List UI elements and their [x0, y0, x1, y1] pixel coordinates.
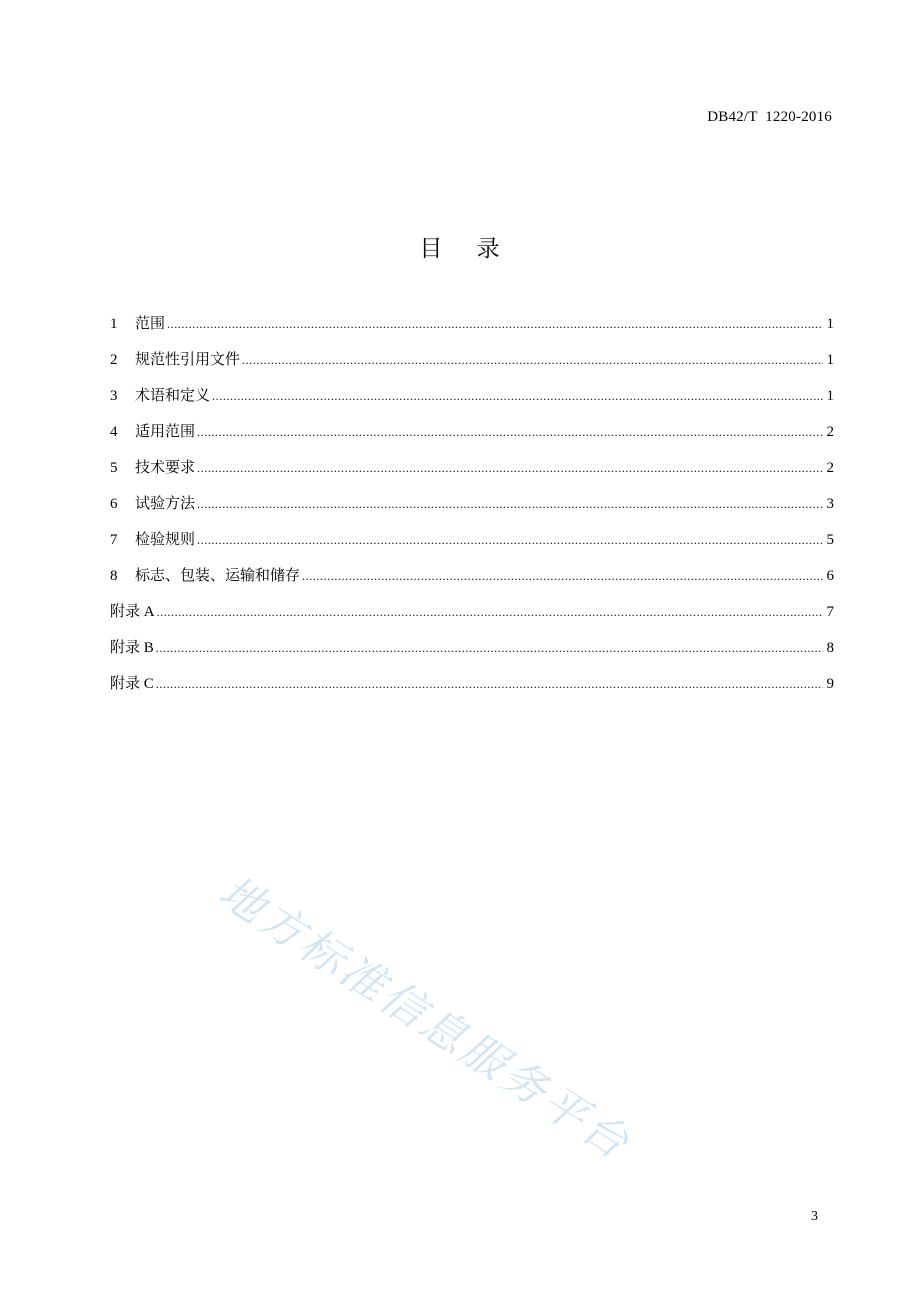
toc-entry-page: 1 — [826, 388, 834, 404]
page-number: 3 — [811, 1209, 818, 1224]
toc-entry[interactable] — [110, 530, 834, 566]
toc-entry-page: 3 — [826, 496, 834, 512]
toc-entry-number: 1 — [110, 316, 118, 332]
toc-entry[interactable] — [110, 422, 834, 458]
toc-dot-leader — [197, 494, 823, 514]
toc-entry-page: 5 — [826, 532, 834, 548]
toc-dot-leader — [197, 458, 823, 478]
toc-entry-appendix[interactable] — [110, 602, 834, 638]
toc-entry-page: 6 — [826, 568, 834, 584]
toc-entry-number: 5 — [110, 460, 118, 476]
toc-entry-label: 检验规则 — [135, 532, 196, 548]
toc-dot-leader — [197, 530, 823, 550]
toc-list — [110, 314, 834, 710]
toc-title: 目 录 — [419, 236, 501, 262]
toc-entry[interactable] — [110, 494, 834, 530]
toc-entry-label: 附录 A — [110, 604, 155, 620]
toc-dot-leader — [167, 314, 823, 334]
toc-entry-label: 附录 B — [110, 640, 154, 656]
toc-entry-number: 6 — [110, 496, 118, 512]
toc-dot-leader — [242, 350, 823, 370]
toc-entry[interactable] — [110, 314, 834, 350]
toc-dot-leader — [157, 602, 823, 622]
toc-entry-page: 9 — [826, 676, 834, 692]
toc-entry-number: 8 — [110, 568, 118, 584]
toc-entry-label: 范围 — [135, 316, 166, 332]
toc-entry[interactable] — [110, 350, 834, 386]
toc-entry-label: 适用范围 — [135, 424, 196, 440]
toc-entry-page: 8 — [826, 640, 834, 656]
toc-entry-appendix[interactable] — [110, 638, 834, 674]
toc-entry-page: 2 — [826, 460, 834, 476]
toc-entry-label: 规范性引用文件 — [135, 352, 241, 368]
toc-dot-leader — [212, 386, 823, 406]
toc-entry-number: 7 — [110, 532, 118, 548]
toc-entry-appendix[interactable] — [110, 674, 834, 710]
toc-dot-leader — [302, 566, 823, 586]
toc-dot-leader — [156, 674, 823, 694]
toc-entry-label: 标志、包装、运输和储存 — [135, 568, 301, 584]
toc-entry-page: 2 — [826, 424, 834, 440]
toc-entry[interactable] — [110, 458, 834, 494]
toc-entry[interactable] — [110, 566, 834, 602]
toc-dot-leader — [156, 638, 823, 658]
toc-entry-page: 1 — [826, 352, 834, 368]
standard-code: DB42/T 1220-2016 — [707, 109, 832, 125]
toc-entry-label: 附录 C — [110, 676, 154, 692]
toc-entry-label: 技术要求 — [135, 460, 196, 476]
toc-entry-page: 7 — [826, 604, 834, 620]
toc-dot-leader — [197, 422, 823, 442]
toc-entry-number: 2 — [110, 352, 118, 368]
watermark: 地方标准信息服务平台 — [209, 866, 640, 1171]
toc-entry-label: 试验方法 — [135, 496, 196, 512]
toc-entry-number: 4 — [110, 424, 118, 440]
toc-entry[interactable] — [110, 386, 834, 422]
toc-entry-page: 1 — [826, 316, 834, 332]
toc-entry-number: 3 — [110, 388, 118, 404]
toc-entry-label: 术语和定义 — [135, 388, 211, 404]
